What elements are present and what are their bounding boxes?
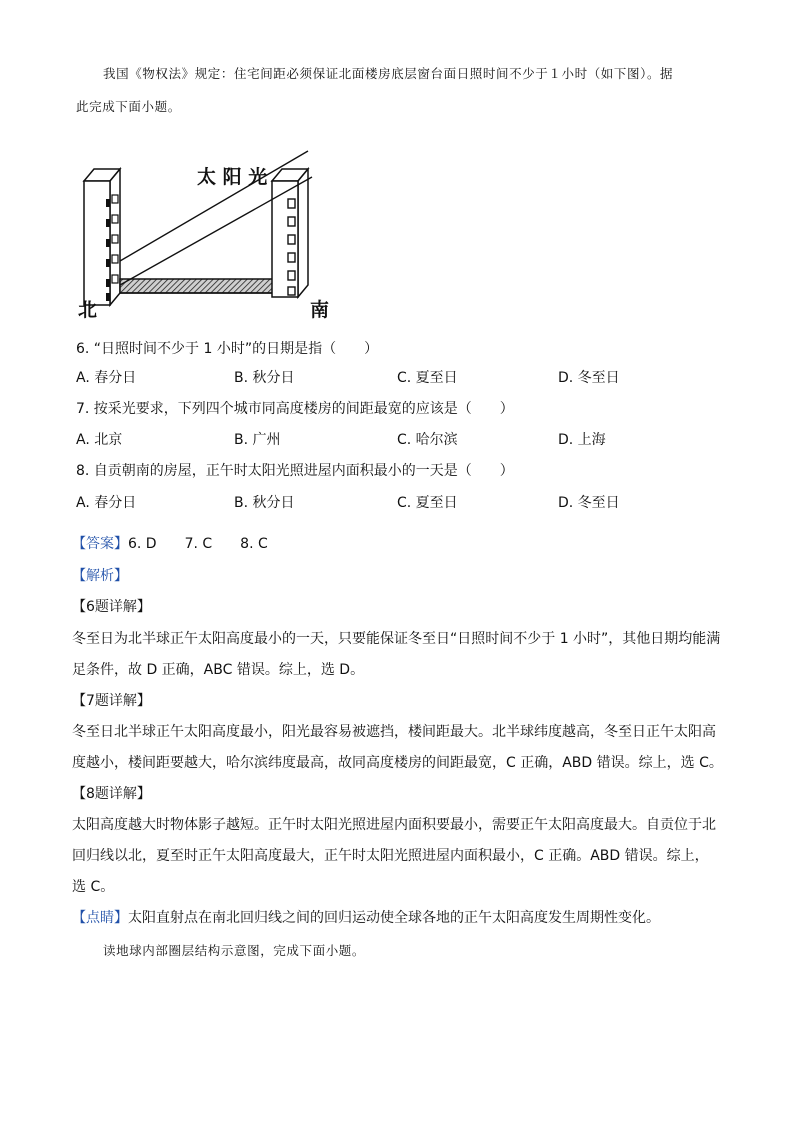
south-building: [272, 169, 308, 297]
north-building: [84, 169, 120, 305]
q7-detail-label: 【7题详解】: [72, 693, 151, 709]
north-label: 北: [78, 299, 98, 321]
sunlight-spacing-figure: [76, 133, 336, 323]
q6-detail-label: 【6题详解】: [72, 599, 151, 615]
intro-line-1: 我国《物权法》规定：住宅间距必须保证北面楼房底层窗台面日照时间不少于１小时（如下图）。据: [103, 66, 674, 81]
comment-text: 太阳直射点在南北回归线之间的回归运动使全球各地的正午太阳高度发生周期性变化。: [128, 910, 660, 926]
shadow-area: [120, 279, 288, 293]
question-8-option-c: C. 夏至日: [397, 495, 458, 511]
q6-detail-line-1: 冬至日为北半球正午太阳高度最小的一天，只要能保证冬至日“日照时间不少于 1 小时”，其他日期均能满: [72, 631, 721, 647]
question-7-option-c: C. 哈尔滨: [397, 432, 458, 448]
comment-label: 【点睛】: [72, 910, 128, 926]
q7-detail-line-1: 冬至日北半球正午太阳高度最小，阳光最容易被遮挡，楼间距最大。北半球纬度越高，冬至日正午太阳高: [72, 724, 716, 740]
answer-line: [72, 534, 268, 554]
question-6-option-d: D. 冬至日: [558, 370, 620, 386]
q8-detail-label: 【8题详解】: [72, 786, 151, 802]
sunlight-label: 太 阳 光: [197, 166, 268, 188]
question-8-option-d: D. 冬至日: [558, 495, 620, 511]
question-7-option-b: B. 广州: [234, 432, 281, 448]
q8-detail-line-2: 回归线以北，夏至时正午太阳高度最大，正午时太阳光照进屋内面积最小，C 正确。ABD 错误。综上，: [72, 848, 709, 864]
question-6-option-c: C. 夏至日: [397, 370, 458, 386]
question-8-stem: 8. 自贡朝南的房屋，正午时太阳光照进屋内面积最小的一天是（ ）: [76, 463, 514, 479]
question-6-option-a: A. 春分日: [76, 370, 137, 386]
q7-detail-line-2: 度越小，楼间距要越大，哈尔滨纬度最高，故同高度楼房的间距最宽，C 正确，ABD 错误。综上，选 C。: [72, 755, 723, 771]
next-section-intro: 读地球内部圈层结构示意图，完成下面小题。: [103, 943, 366, 958]
question-7-option-d: D. 上海: [558, 432, 606, 448]
question-7-stem: 7. 按采光要求，下列四个城市同高度楼房的间距最宽的应该是（ ）: [76, 401, 514, 417]
q6-detail-line-2: 足条件，故 D 正确，ABC 错误。综上，选 D。: [72, 662, 365, 678]
q8-detail-line-3: 选 C。: [72, 879, 115, 895]
question-8-option-b: B. 秋分日: [234, 495, 295, 511]
answer-label: 【答案】: [72, 536, 128, 552]
intro-line-2: 此完成下面小题。: [76, 99, 181, 114]
answer-text: 6. D 7. C 8. C: [128, 536, 268, 552]
question-6-option-b: B. 秋分日: [234, 370, 295, 386]
question-6-stem: 6. “日照时间不少于 1 小时”的日期是指（ ）: [76, 341, 379, 357]
south-label: 南: [310, 299, 330, 321]
question-8-option-a: A. 春分日: [76, 495, 137, 511]
comment-line: [72, 908, 660, 928]
question-7-option-a: A. 北京: [76, 432, 123, 448]
analysis-label: 【解析】: [72, 568, 128, 584]
q8-detail-line-1: 太阳高度越大时物体影子越短。正午时太阳光照进屋内面积要最小，需要正午太阳高度最大。自贡位于北: [72, 817, 716, 833]
